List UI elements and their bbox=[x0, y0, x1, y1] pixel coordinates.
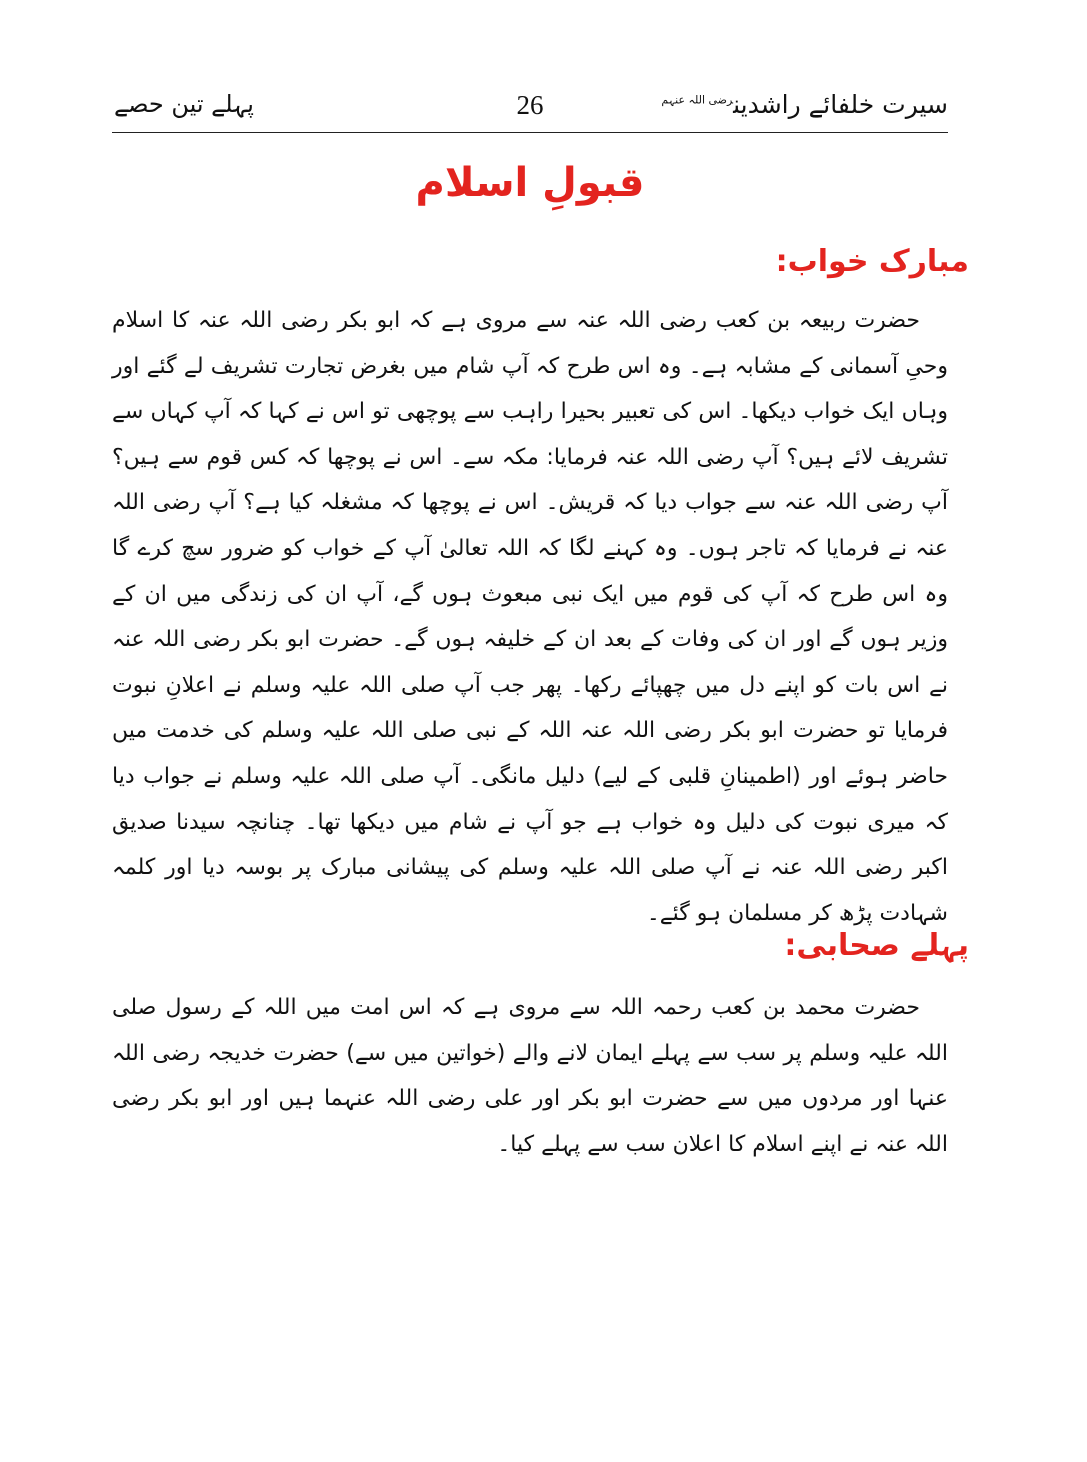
part-label: پہلے تین حصے bbox=[114, 90, 254, 118]
chapter-title: قبولِ اسلام bbox=[415, 160, 645, 206]
book-title bbox=[661, 90, 948, 119]
book-title-text: سیرت خلفائے راشدین bbox=[733, 90, 948, 119]
page-number: 26 bbox=[516, 90, 544, 120]
section-heading-first-companion: پہلے صحابی: bbox=[784, 928, 969, 963]
section-paragraph-first-companion: حضرت محمد بن کعب رحمہ اللہ سے مروی ہے کہ اس امت میں اللہ کے رسول صلی اللہ علیہ وسلم پر سب سے پہلے ایمان لانے والے (خواتین میں سے) حضرت خدیجہ رضی اللہ عنہا اور مردوں میں سے حضرت ابو بکر اور علی رضی اللہ عنہما ہیں اور ابو بکر رضی اللہ عنہ نے اپنے اسلام کا اعلان سب سے پہلے کیا۔ bbox=[112, 995, 948, 1157]
section-paragraph-blessed-dream: حضرت ربیعہ بن کعب رضی اللہ عنہ سے مروی ہے کہ ابو بکر رضی اللہ عنہ کا اسلام وحیِ آسمانی کے مشابہ ہے۔ وہ اس طرح کہ آپ شام میں بغرض تجارت تشریف لے گئے اور وہاں ایک خواب دیکھا۔ اس کی تعبیر بحیرا راہب سے پوچھی تو اس نے کہا کہ آپ کہاں سے تشریف لائے ہیں؟ آپ رضی اللہ عنہ فرمایا: مکہ سے۔ اس نے پوچھا کہ کس قوم سے ہیں؟ آپ رضی اللہ عنہ سے جواب دیا کہ قریش۔ اس نے پوچھا کہ مشغلہ کیا ہے؟ آپ رضی اللہ عنہ نے فرمایا کہ تاجر ہوں۔ وہ کہنے لگا کہ اللہ تعالیٰ آپ کے خواب کو ضرور سچ کرے گا وہ اس طرح کہ آپ کی قوم میں ایک نبی مبعوث ہوں گے، آپ ان کی زندگی میں ان کے وزیر ہوں گے اور ان کی وفات کے بعد ان کے خلیفہ ہوں گے۔ حضرت ابو بکر رضی اللہ عنہ نے اس بات کو اپنے دل میں چھپائے رکھا۔ پھر جب آپ صلی اللہ علیہ وسلم نے اعلانِ نبوت فرمایا تو حضرت ابو بکر رضی اللہ عنہ اللہ کے نبی صلی اللہ علیہ وسلم کی خدمت میں حاضر ہوئے اور (اطمینانِ قلبی کے لیے) دلیل مانگی۔ آپ صلی اللہ علیہ وسلم نے جواب دیا کہ میری نبوت کی دلیل وہ خواب ہے جو آپ نے شام میں دیکھا تھا۔ چنانچہ سیدنا صدیق اکبر رضی اللہ عنہ نے آپ صلی اللہ علیہ وسلم کی پیشانی مبارک پر بوسہ دیا اور کلمہ شہادت پڑھ کر مسلمان ہو گئے۔ bbox=[112, 308, 948, 926]
honorific-mark: رضی اللہ عنہم bbox=[661, 93, 734, 107]
section-heading-blessed-dream: مبارک خواب: bbox=[775, 244, 969, 279]
page-header bbox=[112, 88, 948, 133]
